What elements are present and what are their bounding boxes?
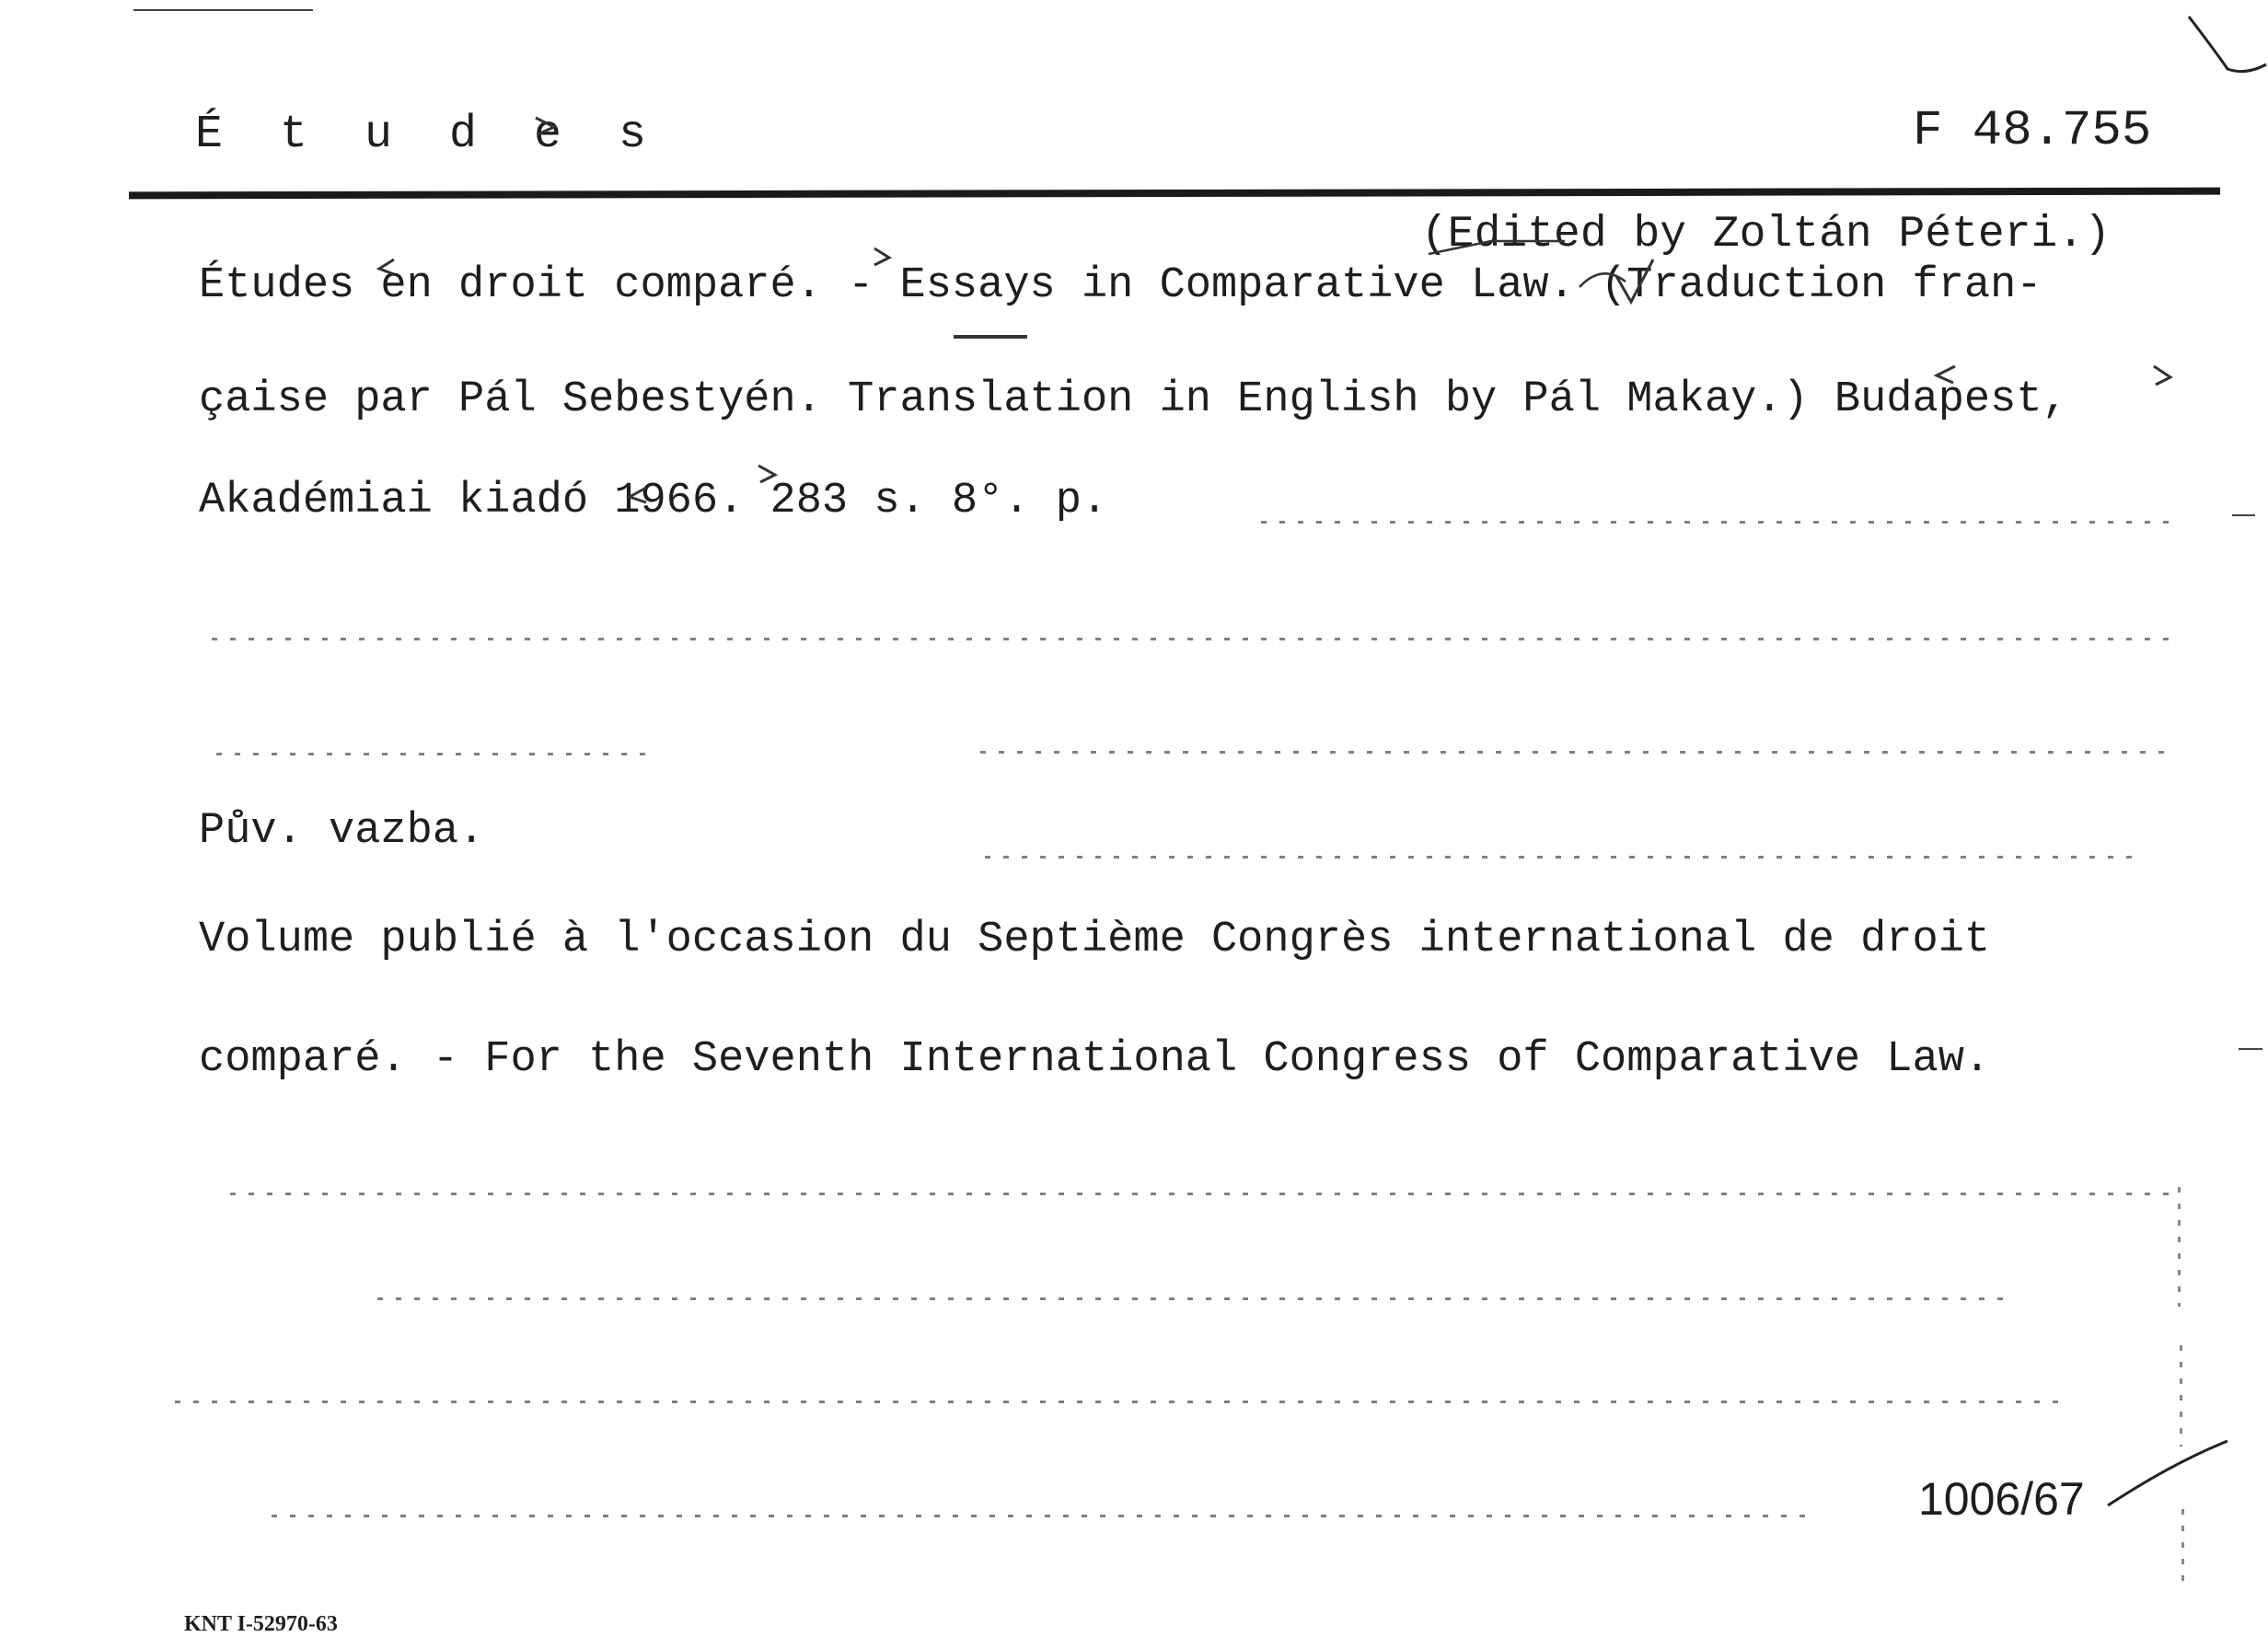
accession-number: 1006/67 xyxy=(1918,1473,2085,1525)
underline-mark-icon xyxy=(1429,241,1565,254)
card-line-translation: çaise par Pál Sebestyén. Translation in English by Pál Makay.) Budapest, xyxy=(199,375,2068,424)
angle-mark-icon xyxy=(1937,366,1955,383)
card-line-title: Études en droit comparé. - Essays in Comparative Law. (Traduction fran- xyxy=(199,261,2042,310)
card-line-imprint: Akadémiai kiadó 1966. 283 s. 8°. p. xyxy=(199,477,1108,525)
footer-code: KNT I-52970-63 xyxy=(184,1612,338,1636)
slash-mark-icon xyxy=(1616,259,1653,302)
check-mark-icon xyxy=(2189,17,2266,72)
editor-note: (Edited by Zoltán Péteri.) xyxy=(1421,210,2111,259)
pen-stroke-icon xyxy=(2108,1441,2228,1505)
angle-mark-icon xyxy=(758,466,775,482)
shelfmark: F 48.755 xyxy=(1913,103,2152,159)
angle-mark-icon xyxy=(2154,366,2170,385)
angle-mark-icon xyxy=(536,118,554,134)
card-line-note-2: comparé. - For the Seventh International Congress of Comparative Law. xyxy=(199,1035,1991,1084)
angle-mark-icon xyxy=(630,488,646,502)
card-heading: É t u d e s xyxy=(195,109,662,161)
card-line-binding: Pův. vazba. xyxy=(199,807,485,856)
angle-mark-icon xyxy=(874,248,889,265)
angle-mark-icon xyxy=(379,259,394,274)
card-line-note-1: Volume publié à l'occasion du Septième Congrès international de droit xyxy=(199,916,1991,964)
